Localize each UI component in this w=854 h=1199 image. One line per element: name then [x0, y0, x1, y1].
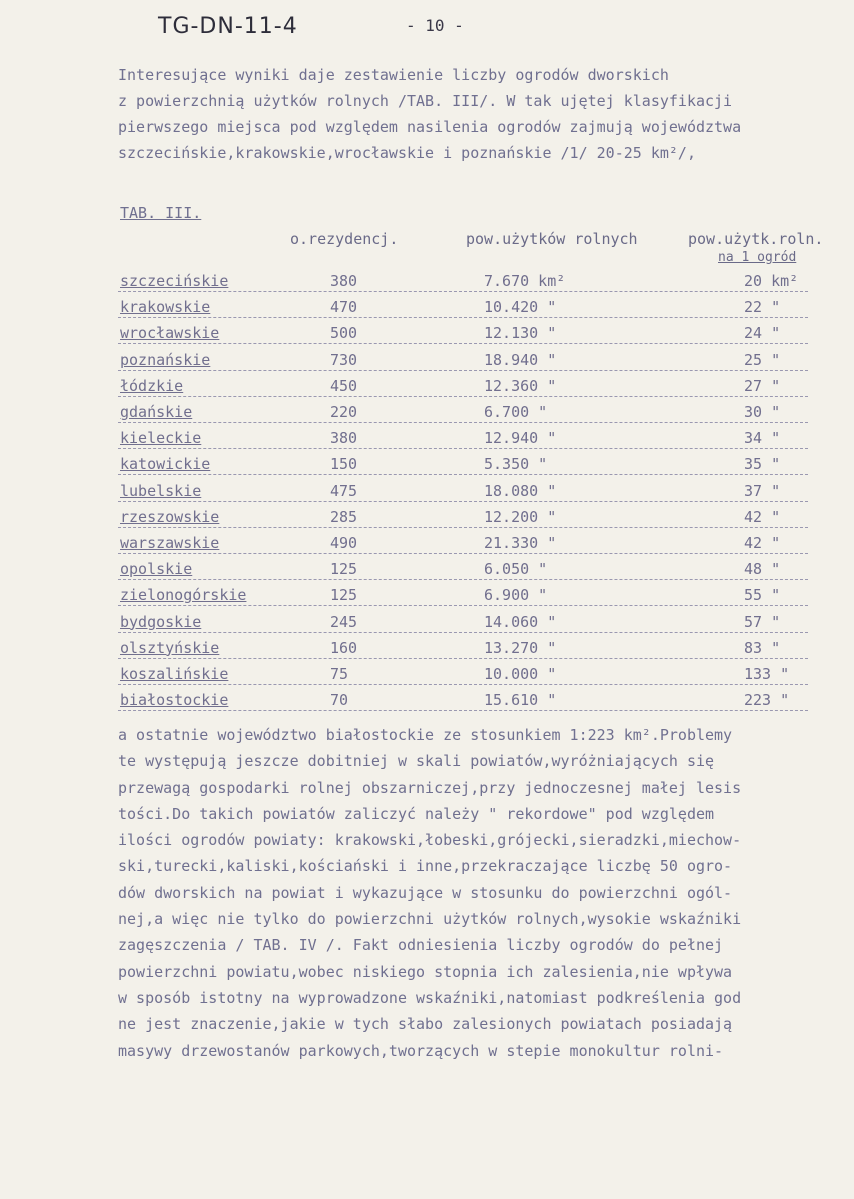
row-area: 5.350 " [484, 455, 548, 474]
text-line: ne jest znaczenie,jakie w tych słabo zalesionych powiatach posiadają [118, 1015, 733, 1034]
row-residences: 380 [330, 272, 358, 290]
row-voivodeship: białostockie [120, 691, 229, 710]
row-ratio: 48 " [744, 560, 781, 579]
table-title: TAB. III. [120, 204, 202, 222]
row-ratio: 83 " [744, 638, 781, 657]
row-voivodeship: bydgoskie [120, 612, 202, 631]
row-voivodeship: warszawskie [120, 534, 220, 552]
column-header-residences: o.rezydencj. [290, 230, 399, 248]
row-ratio: 20 km² [744, 272, 799, 290]
row-ratio: 27 " [744, 376, 781, 395]
text-line: te występują jeszcze dobitniej w skali powiatów,wyróżniających się [118, 752, 715, 771]
row-ratio: 24 " [744, 324, 781, 343]
row-underline [118, 710, 808, 711]
handwritten-reference: TG-DN-11-4 [158, 14, 298, 39]
row-voivodeship: poznańskie [120, 350, 211, 369]
intro-paragraph [118, 62, 842, 166]
text-line: powierzchni powiatu,wobec niskiego stopnia ich zalesienia,nie wpływa [118, 962, 733, 981]
text-line: nej,a więc nie tylko do powierzchni użytków rolnych,wysokie wskaźniki [118, 910, 742, 929]
row-voivodeship: krakowskie [120, 298, 211, 317]
row-underline [118, 422, 808, 423]
row-voivodeship: gdańskie [120, 403, 193, 421]
text-line: z powierzchnią użytków rolnych /TAB. III/. W tak ujętej klasyfikacji [118, 92, 733, 110]
column-header-ratio: pow.użytk.roln. [688, 230, 824, 248]
row-underline [118, 553, 808, 554]
row-voivodeship: szczecińskie [120, 272, 229, 290]
text-line: pierwszego miejsca pod względem nasilenia ogrodów zajmują województwa [118, 118, 742, 136]
row-voivodeship: zielonogórskie [120, 586, 247, 605]
row-underline [118, 501, 808, 502]
row-underline [118, 658, 808, 659]
text-line: tości.Do takich powiatów zaliczyć należy " rekordowe" pod względem [118, 804, 715, 823]
text-line: dów dworskich na powiat i wykazujące w stosunku do powierzchni ogól- [118, 883, 733, 902]
row-voivodeship: katowickie [120, 455, 211, 474]
row-area: 13.270 " [484, 638, 557, 657]
row-ratio: 57 " [744, 612, 781, 631]
row-voivodeship: rzeszowskie [120, 507, 220, 526]
row-ratio: 25 " [744, 350, 781, 369]
row-underline [118, 370, 808, 371]
row-underline [118, 448, 808, 449]
row-voivodeship: wrocławskie [120, 324, 220, 343]
text-line: szczecińskie,krakowskie,wrocławskie i poznańskie /1/ 20-25 km²/, [118, 144, 696, 162]
text-line: a ostatnie województwo białostockie ze stosunkiem 1:223 km².Problemy [118, 726, 733, 744]
row-area: 6.900 " [484, 586, 548, 605]
row-residences: 75 [330, 665, 349, 683]
row-area: 10.420 " [484, 298, 557, 317]
row-ratio: 133 " [744, 665, 790, 683]
row-residences: 125 [330, 560, 358, 579]
page-number: - 10 - [406, 16, 464, 35]
text-line: masywy drzewostanów parkowych,tworzących w stepie monokultur rolni- [118, 1041, 724, 1060]
row-area: 7.670 km² [484, 272, 566, 290]
column-header-area: pow.użytków rolnych [466, 230, 638, 248]
row-residences: 730 [330, 350, 358, 369]
row-residences: 490 [330, 534, 358, 552]
text-line: przewagą gospodarki rolnej obszarniczej,przy jednoczesnej małej lesis [118, 778, 742, 797]
row-underline [118, 474, 808, 475]
text-line: w sposób istotny na wyprowadzone wskaźniki,natomiast podkreślenia god [118, 988, 742, 1007]
row-residences: 220 [330, 403, 358, 421]
row-residences: 150 [330, 455, 358, 474]
row-residences: 475 [330, 481, 358, 500]
row-ratio: 22 " [744, 298, 781, 317]
row-area: 18.940 " [484, 350, 557, 369]
row-voivodeship: kieleckie [120, 429, 202, 448]
row-residences: 285 [330, 507, 358, 526]
row-area: 12.940 " [484, 429, 557, 448]
row-area: 14.060 " [484, 612, 557, 631]
row-ratio: 35 " [744, 455, 781, 474]
row-underline [118, 343, 808, 344]
row-residences: 380 [330, 429, 358, 448]
text-line: Interesujące wyniki daje zestawienie liczby ogrodów dworskich [118, 66, 669, 84]
row-voivodeship: koszalińskie [120, 665, 229, 683]
row-area: 10.000 " [484, 665, 557, 683]
column-header-ratio-sub: na 1 ogród [718, 250, 797, 265]
row-underline [118, 291, 808, 292]
row-area: 18.080 " [484, 481, 557, 500]
row-voivodeship: lubelskie [120, 481, 202, 500]
row-voivodeship: opolskie [120, 560, 193, 579]
row-residences: 470 [330, 298, 358, 317]
row-residences: 70 [330, 691, 349, 710]
row-ratio: 42 " [744, 507, 781, 526]
row-area: 6.700 " [484, 403, 548, 421]
row-area: 21.330 " [484, 534, 557, 552]
row-residences: 245 [330, 612, 358, 631]
row-underline [118, 317, 808, 318]
row-area: 15.610 " [484, 691, 557, 710]
row-ratio: 37 " [744, 481, 781, 500]
row-underline [118, 632, 808, 633]
row-area: 12.200 " [484, 507, 557, 526]
row-ratio: 42 " [744, 534, 781, 552]
row-residences: 125 [330, 586, 358, 605]
row-voivodeship: olsztyńskie [120, 638, 220, 657]
row-residences: 160 [330, 638, 358, 657]
row-ratio: 223 " [744, 691, 790, 710]
row-area: 12.130 " [484, 324, 557, 343]
text-line: ski,turecki,kaliski,kościański i inne,przekraczające liczbę 50 ogro- [118, 857, 733, 876]
row-ratio: 30 " [744, 403, 781, 421]
row-ratio: 55 " [744, 586, 781, 605]
body-paragraph [118, 722, 842, 1064]
row-voivodeship: łódzkie [120, 376, 184, 395]
row-area: 6.050 " [484, 560, 548, 579]
row-area: 12.360 " [484, 376, 557, 395]
row-underline [118, 684, 808, 685]
text-line: ilości ogrodów powiaty: krakowski,łobeski,grójecki,sieradzki,miechow- [118, 831, 742, 850]
row-underline [118, 579, 808, 580]
row-residences: 500 [330, 324, 358, 343]
row-underline [118, 396, 808, 397]
text-line: zagęszczenia / TAB. IV /. Fakt odniesienia liczby ogrodów do pełnej [118, 936, 724, 955]
row-underline [118, 527, 808, 528]
row-ratio: 34 " [744, 429, 781, 448]
row-underline [118, 605, 808, 606]
row-residences: 450 [330, 376, 358, 395]
